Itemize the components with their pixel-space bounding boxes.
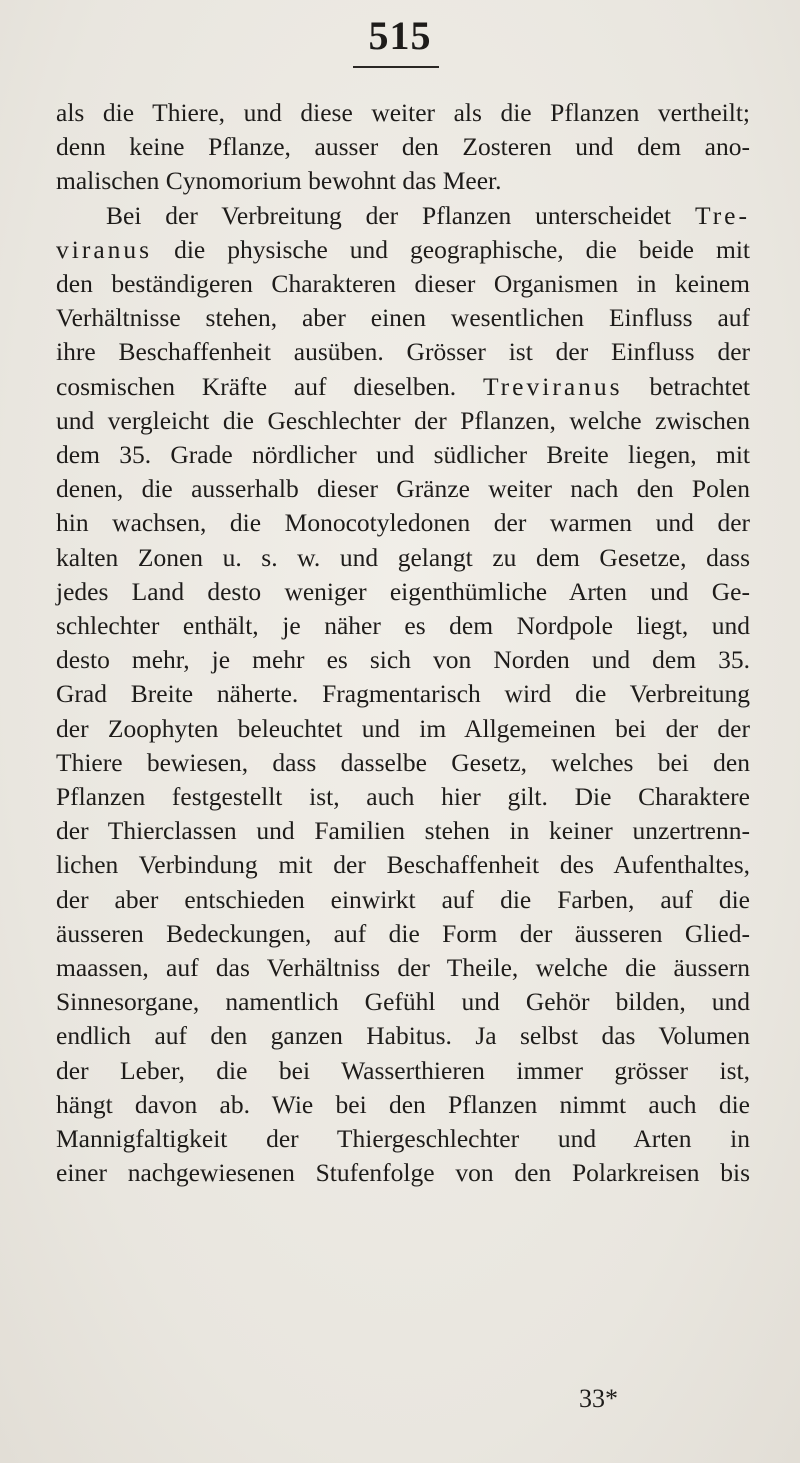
text-line: kalten Zonen u. s. w. und gelangt zu dem Gesetze, dass [56,542,750,572]
signature-mark: 33* [579,1384,618,1413]
text-line: lichen Verbindung mit der Beschaffenheit des Aufenthaltes, [56,850,750,880]
text-line: Thiere bewiesen, dass dasselbe Gesetz, welches bei den [56,747,750,777]
text-line: Bei der Verbreitung der Pflanzen unterscheidet Tre- [106,200,750,230]
text-line: cosmischen Kräfte auf dieselben. Treviranus betrachtet [56,371,750,401]
text-line: der aber entschieden einwirkt auf die Farben, auf die [56,884,750,914]
body-text [56,96,750,1191]
text-line: und vergleicht die Geschlechter der Pflanzen, welche zwischen [56,405,750,435]
page-number: 515 [368,13,432,58]
text-line: ihre Beschaffenheit ausüben. Grösser ist der Einfluss der [56,337,750,367]
text-line: der Leber, die bei Wasserthieren immer grösser ist, [56,1055,750,1085]
text-line: maassen, auf das Verhältniss der Theile, welche die äussern [56,953,750,983]
text-line: denen, die ausserhalb dieser Gränze weiter nach den Polen [56,474,750,504]
text-line: den beständigeren Charakteren dieser Organismen in keinem [56,269,750,299]
text-line: hängt davon ab. Wie bei den Pflanzen nimmt auch die [56,1089,750,1119]
text-line: jedes Land desto weniger eigenthümliche Arten und Ge- [56,576,750,606]
text-line: viranus die physische und geographische, die beide mit [56,234,750,264]
text-line: dem 35. Grade nördlicher und südlicher Breite liegen, mit [56,440,750,470]
text-line: Pflanzen festgestellt ist, auch hier gilt. Die Charaktere [56,782,750,812]
text-line: einer nachgewiesenen Stufenfolge von den Polarkreisen bis [56,1158,750,1188]
page-number-rule [353,66,439,68]
text-line: hin wachsen, die Monocotyledonen der warmen und der [56,508,750,538]
text-line: äusseren Bedeckungen, auf die Form der äusseren Glied- [56,918,750,948]
author-name: Tre- [695,200,750,230]
text-line: Verhältnisse stehen, aber einen wesentlichen Einfluss auf [56,303,750,333]
text-line: schlechter enthält, je näher es dem Nordpole liegt, und [56,611,750,641]
text-line: desto mehr, je mehr es sich von Norden und dem 35. [56,645,750,675]
text-line: Grad Breite näherte. Fragmentarisch wird die Verbreitung [56,679,750,709]
text-line: malischen Cynomorium bewohnt das Meer. [56,166,502,196]
text-line: der Zoophyten beleuchtet und im Allgemeinen bei der der [56,713,750,743]
text-line: endlich auf den ganzen Habitus. Ja selbst das Volumen [56,1021,750,1051]
text-line: Mannigfaltigkeit der Thiergeschlechter und Arten in [56,1124,750,1154]
text-line: als die Thiere, und diese weiter als die Pflanzen vertheilt; [56,98,750,127]
text-line: der Thierclassen und Familien stehen in keiner unzertrenn- [56,816,750,846]
author-name: Treviranus [483,371,623,401]
text-line: Sinnesorgane, namentlich Gefühl und Gehör bilden, und [56,987,750,1017]
text-line: denn keine Pflanze, ausser den Zosteren und dem ano- [56,132,750,162]
author-name: viranus [56,234,153,264]
